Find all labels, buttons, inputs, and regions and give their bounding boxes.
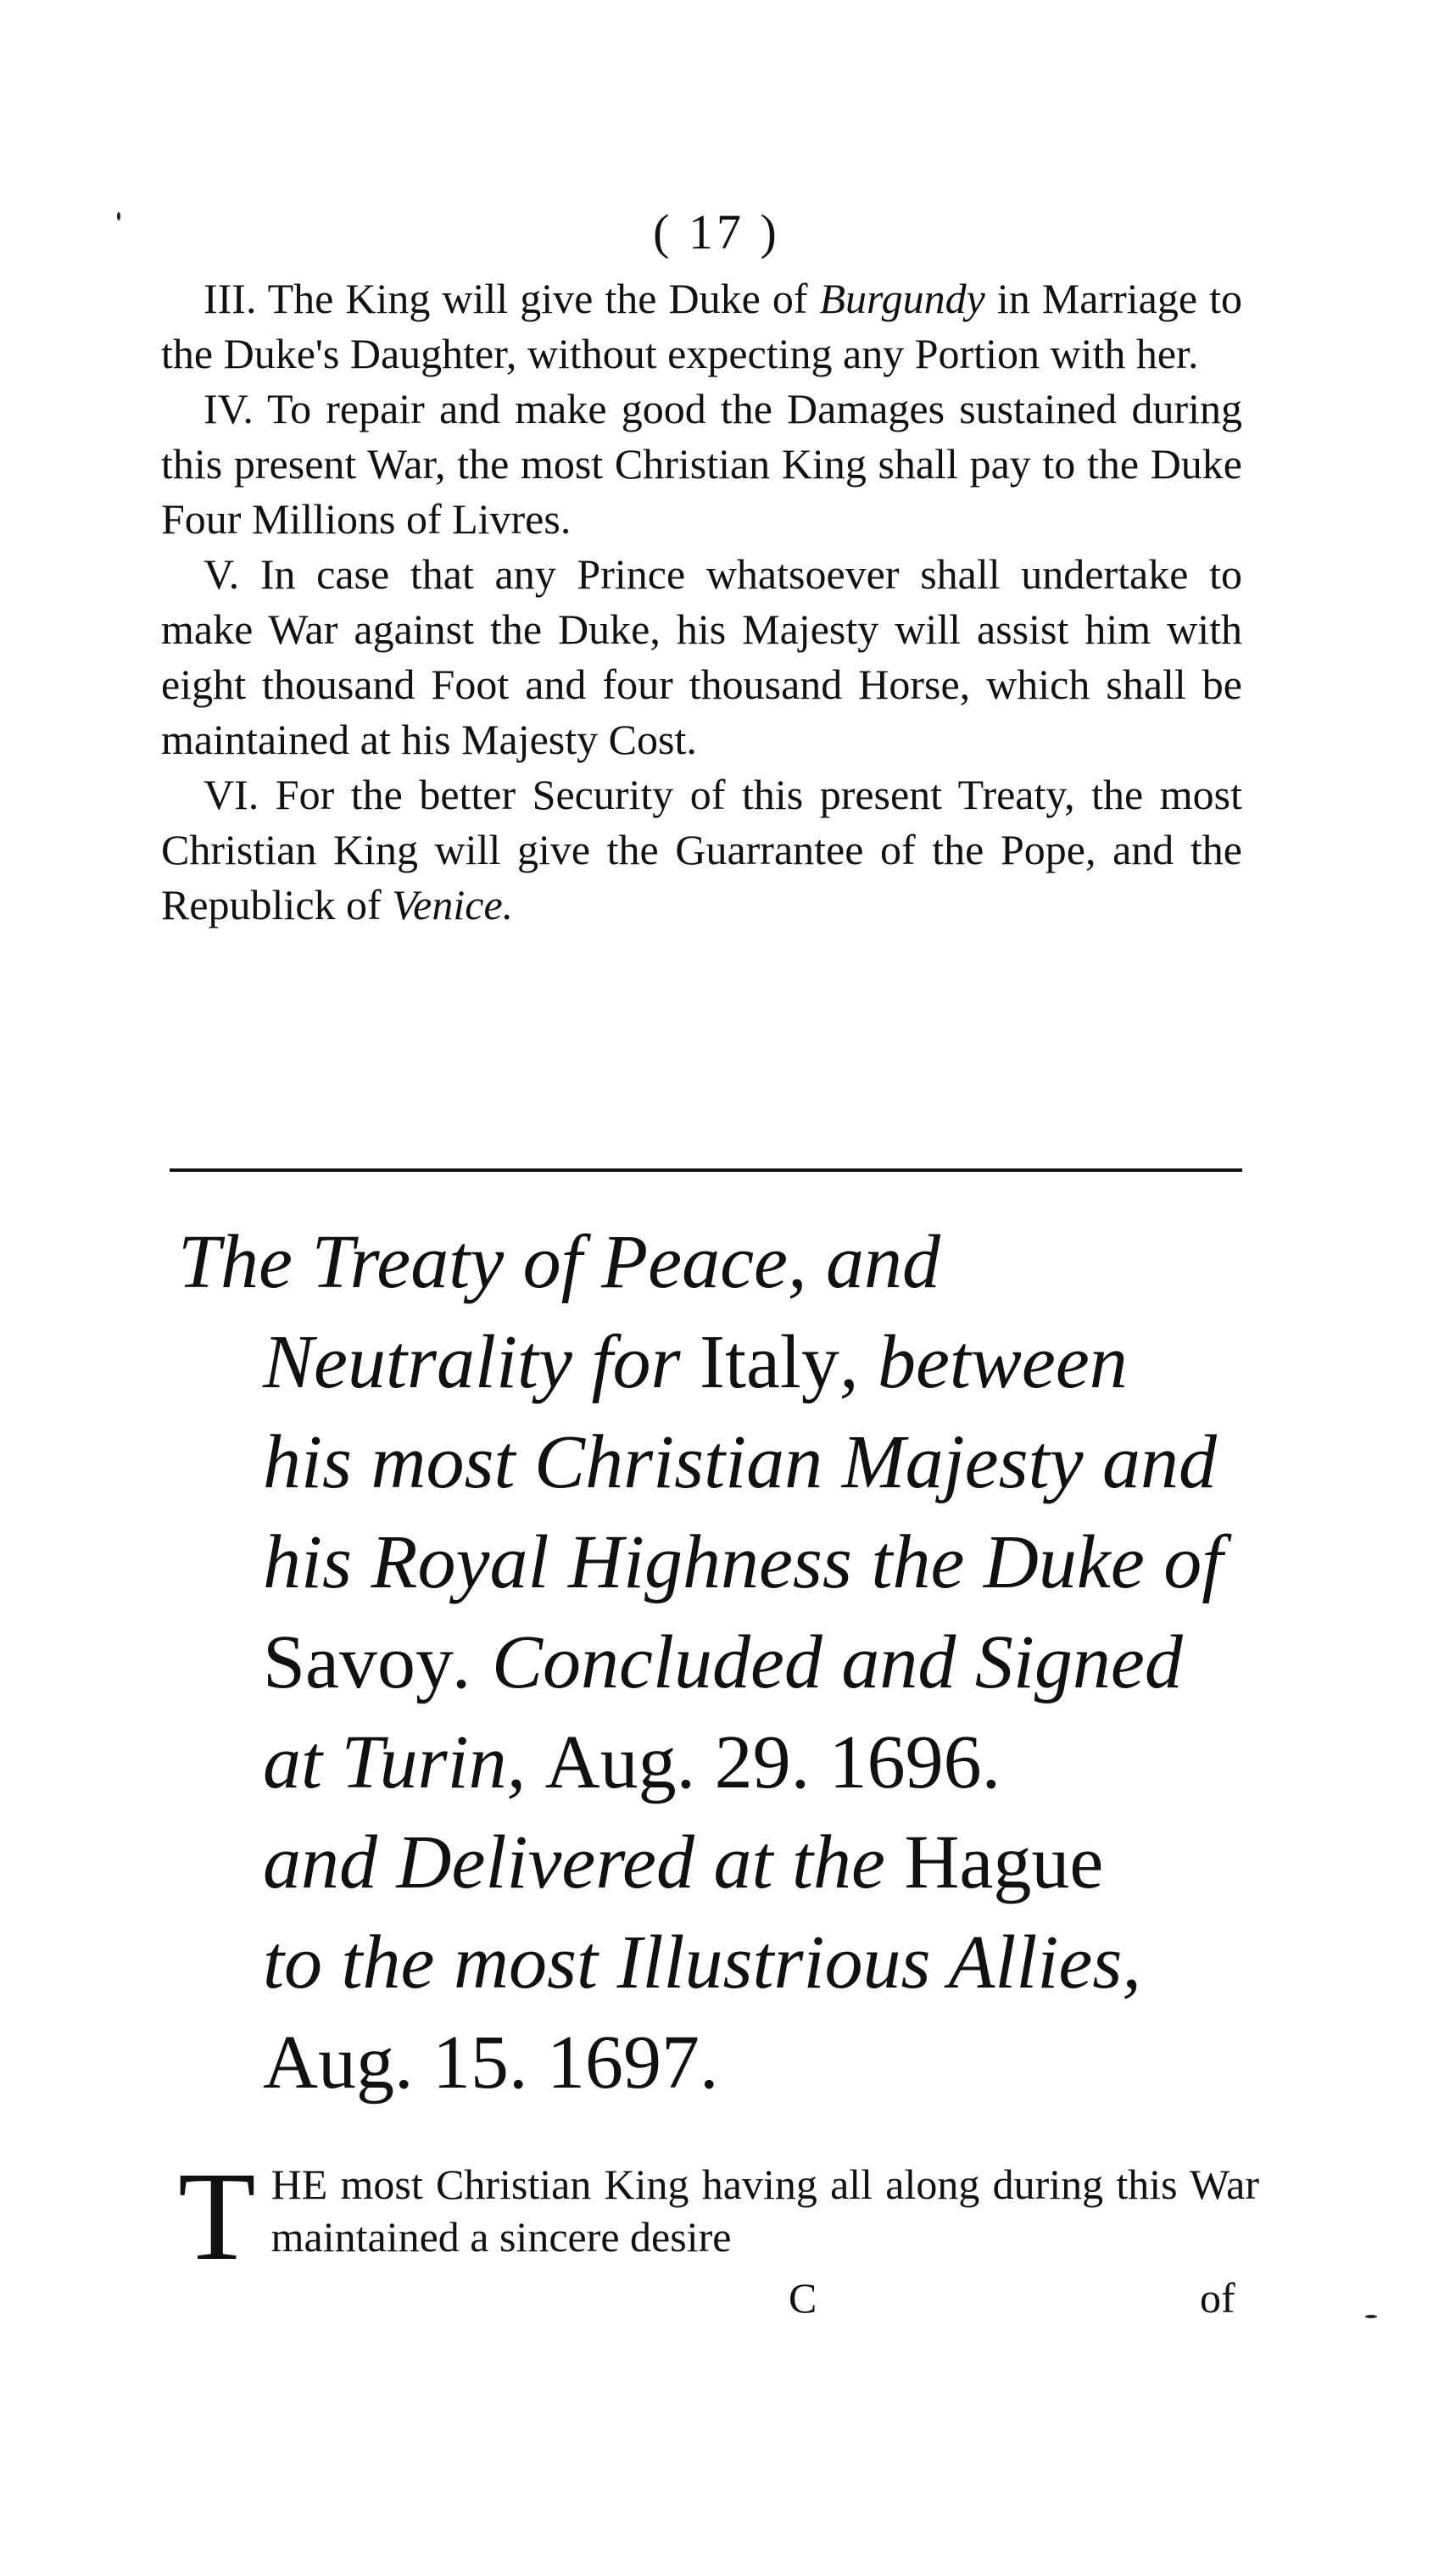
heading-text-run: The Treaty of Peace, and <box>178 1220 940 1304</box>
heading-text-run: Neutrality for <box>263 1320 700 1404</box>
heading-text-run: to the most Illustrious Allies, <box>263 1921 1141 2004</box>
heading-line <box>178 1513 1259 1613</box>
heading-line <box>178 1613 1259 1713</box>
heading-text-run: his most Christian Majesty and <box>263 1420 1218 1504</box>
article-text-run: III. The King will give the Duke of <box>204 275 820 322</box>
heading-line <box>178 1813 1259 1913</box>
print-speck <box>117 212 120 220</box>
heading-text-run: Aug. 29. 1696. <box>544 1720 1001 1804</box>
opening-paragraph-text: HE most Christian King having all along during this War maintained a sincere desire <box>270 2161 1259 2261</box>
heading-line <box>178 1313 1259 1413</box>
treaty-heading <box>178 1213 1259 2113</box>
heading-text-run: his Royal Highness the Duke of <box>263 1520 1224 1604</box>
heading-line <box>178 2013 1259 2113</box>
article-3 <box>161 271 1242 382</box>
signature-mark: C <box>789 2274 817 2322</box>
page-number: ( 17 ) <box>653 204 780 259</box>
article-text-run: IV. To repair and make good the Damages sustained during this present War, the most Christian King shall pay to the Duke Four Millions of Livres. <box>161 385 1242 543</box>
heading-text-run: Aug. 15. 1697. <box>263 2021 719 2105</box>
heading-text-run: Hague <box>904 1820 1104 1904</box>
heading-line <box>178 1913 1259 2013</box>
article-6 <box>161 767 1242 933</box>
heading-text-run: and Delivered at the <box>263 1820 905 1904</box>
heading-line <box>178 1413 1259 1513</box>
heading-text-run: Italy <box>700 1320 839 1404</box>
heading-line <box>178 1713 1259 1813</box>
article-4 <box>161 382 1242 547</box>
heading-text-run: at Turin, <box>263 1720 545 1804</box>
article-text-run: V. In case that any Prince whatsoever shall undertake to make War against the Duke, his Majesty will assist him with eight thousand Foot and four thousand Horse, which shall be maintained at his Majesty Cost. <box>161 550 1242 763</box>
drop-cap: T <box>178 2146 256 2287</box>
catchword: of <box>1200 2274 1235 2322</box>
article-text-run: in Marriage to the Duke's Daughter, without expecting any Portion with her. <box>161 275 1242 377</box>
article-text-run: VI. For the better Security of this present Treaty, the most Christian King will give the Guarrantee of the Pope, and the Republick of <box>161 771 1242 928</box>
treaty-opening-paragraph <box>178 2146 1259 2287</box>
article-text-run: Venice. <box>392 881 514 928</box>
treaty-articles <box>161 271 1242 933</box>
print-speck <box>1365 2315 1377 2318</box>
heading-text-run: , between <box>839 1320 1128 1404</box>
heading-line <box>178 1213 1259 1313</box>
section-divider-rule <box>170 1168 1242 1172</box>
heading-text-run: . Concluded and Signed <box>454 1620 1183 1704</box>
heading-text-run: Savoy <box>263 1620 454 1704</box>
article-text-run: Burgundy <box>819 275 985 322</box>
article-5 <box>161 547 1242 767</box>
